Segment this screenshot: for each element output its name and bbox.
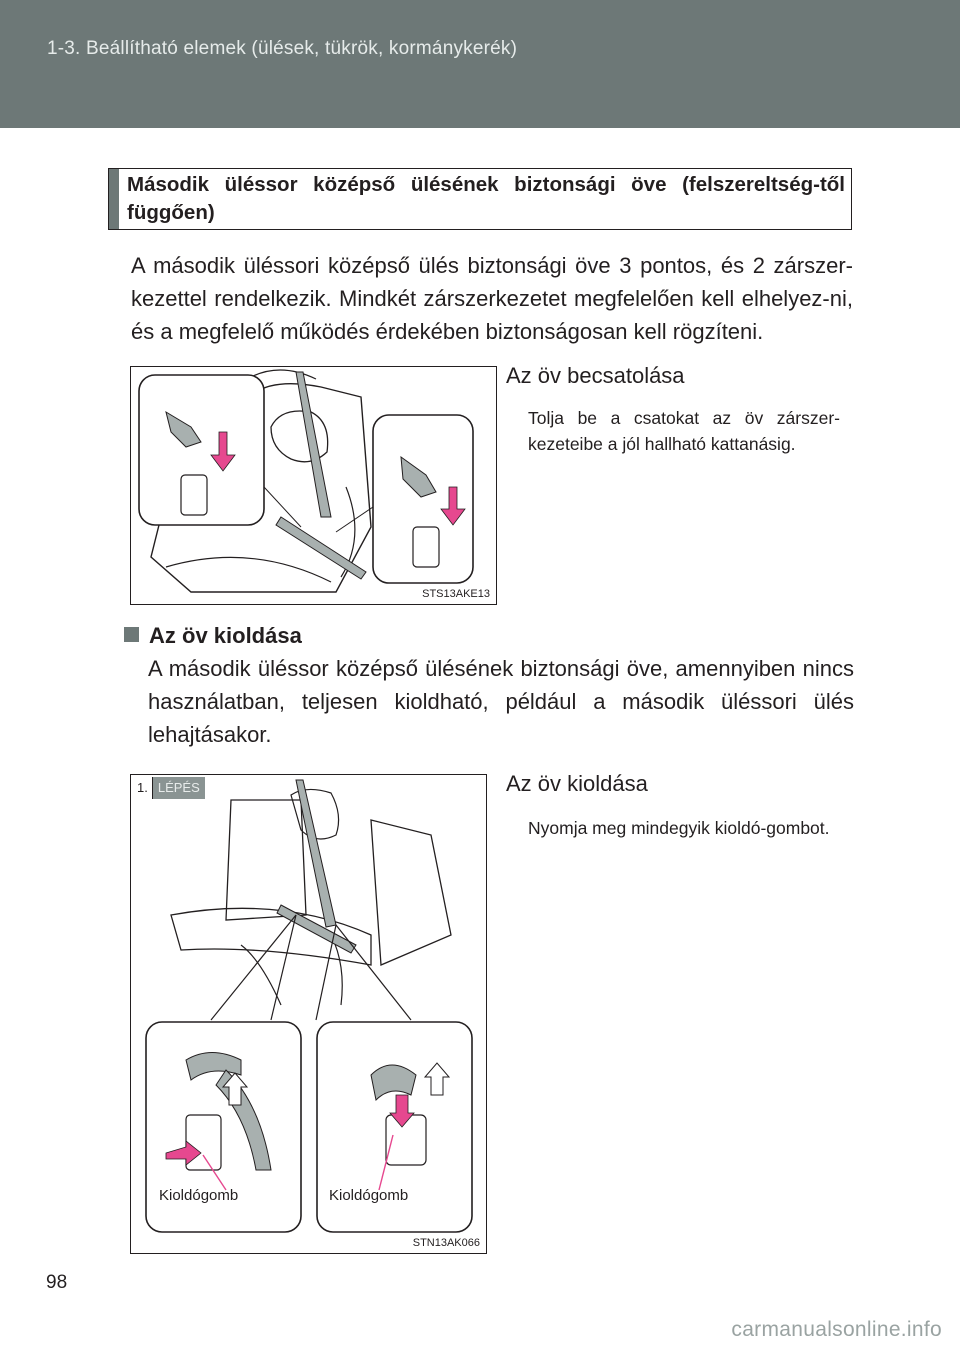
release-drawing bbox=[131, 775, 488, 1255]
figure-code: STN13AK066 bbox=[412, 1237, 480, 1249]
header-band bbox=[0, 0, 960, 128]
watermark: carmanualsonline.info bbox=[731, 1318, 942, 1341]
release-bullet-heading bbox=[124, 622, 302, 650]
step-number: 1. bbox=[133, 777, 153, 799]
section-heading-box bbox=[108, 168, 852, 230]
release-bullet-title: Az öv kioldása bbox=[149, 623, 302, 648]
section-title: Második üléssor középső ülésének biztonsági öve (felszereltség-től függően) bbox=[127, 173, 845, 224]
section-heading-bar bbox=[109, 169, 119, 229]
fasten-drawing bbox=[131, 367, 498, 606]
fasten-instruction: Tolja be a csatokat az öv zárszer-kezeteibe a jól hallható kattanásig. bbox=[528, 408, 840, 454]
fasten-illustration bbox=[130, 366, 497, 605]
release-illustration bbox=[130, 774, 487, 1254]
release-subheading: Az öv kioldása bbox=[506, 771, 648, 796]
release-instruction: Nyomja meg mindegyik kioldó-gombot. bbox=[528, 818, 830, 838]
fasten-subheading: Az öv becsatolása bbox=[506, 363, 685, 388]
step-tag bbox=[133, 777, 205, 799]
page-number: 98 bbox=[46, 1272, 68, 1293]
callout-left-label: Kioldógomb bbox=[159, 1187, 239, 1204]
release-paragraph: A második üléssor középső ülésének biztonsági öve, amennyiben nincs használatban, teljesen kioldható, például a második üléssori ülés lehajtásakor. bbox=[148, 656, 854, 747]
figure-code: STS13AKE13 bbox=[422, 588, 490, 600]
callout-right-label: Kioldógomb bbox=[329, 1187, 409, 1204]
bullet-square-icon bbox=[124, 627, 139, 642]
breadcrumb: 1-3. Beállítható elemek (ülések, tükrök, kormánykerék) bbox=[47, 38, 518, 59]
step-label: LÉPÉS bbox=[153, 777, 205, 799]
intro-paragraph: A második üléssori középső ülés biztonsági öve 3 pontos, és 2 zárszer-kezettel rendelkezik. Mindkét zárszerkezetet megfelelően kell elhelyez-ni, és a megfelelő működés érdekében biztonságosan kell rögzíteni. bbox=[131, 253, 853, 344]
